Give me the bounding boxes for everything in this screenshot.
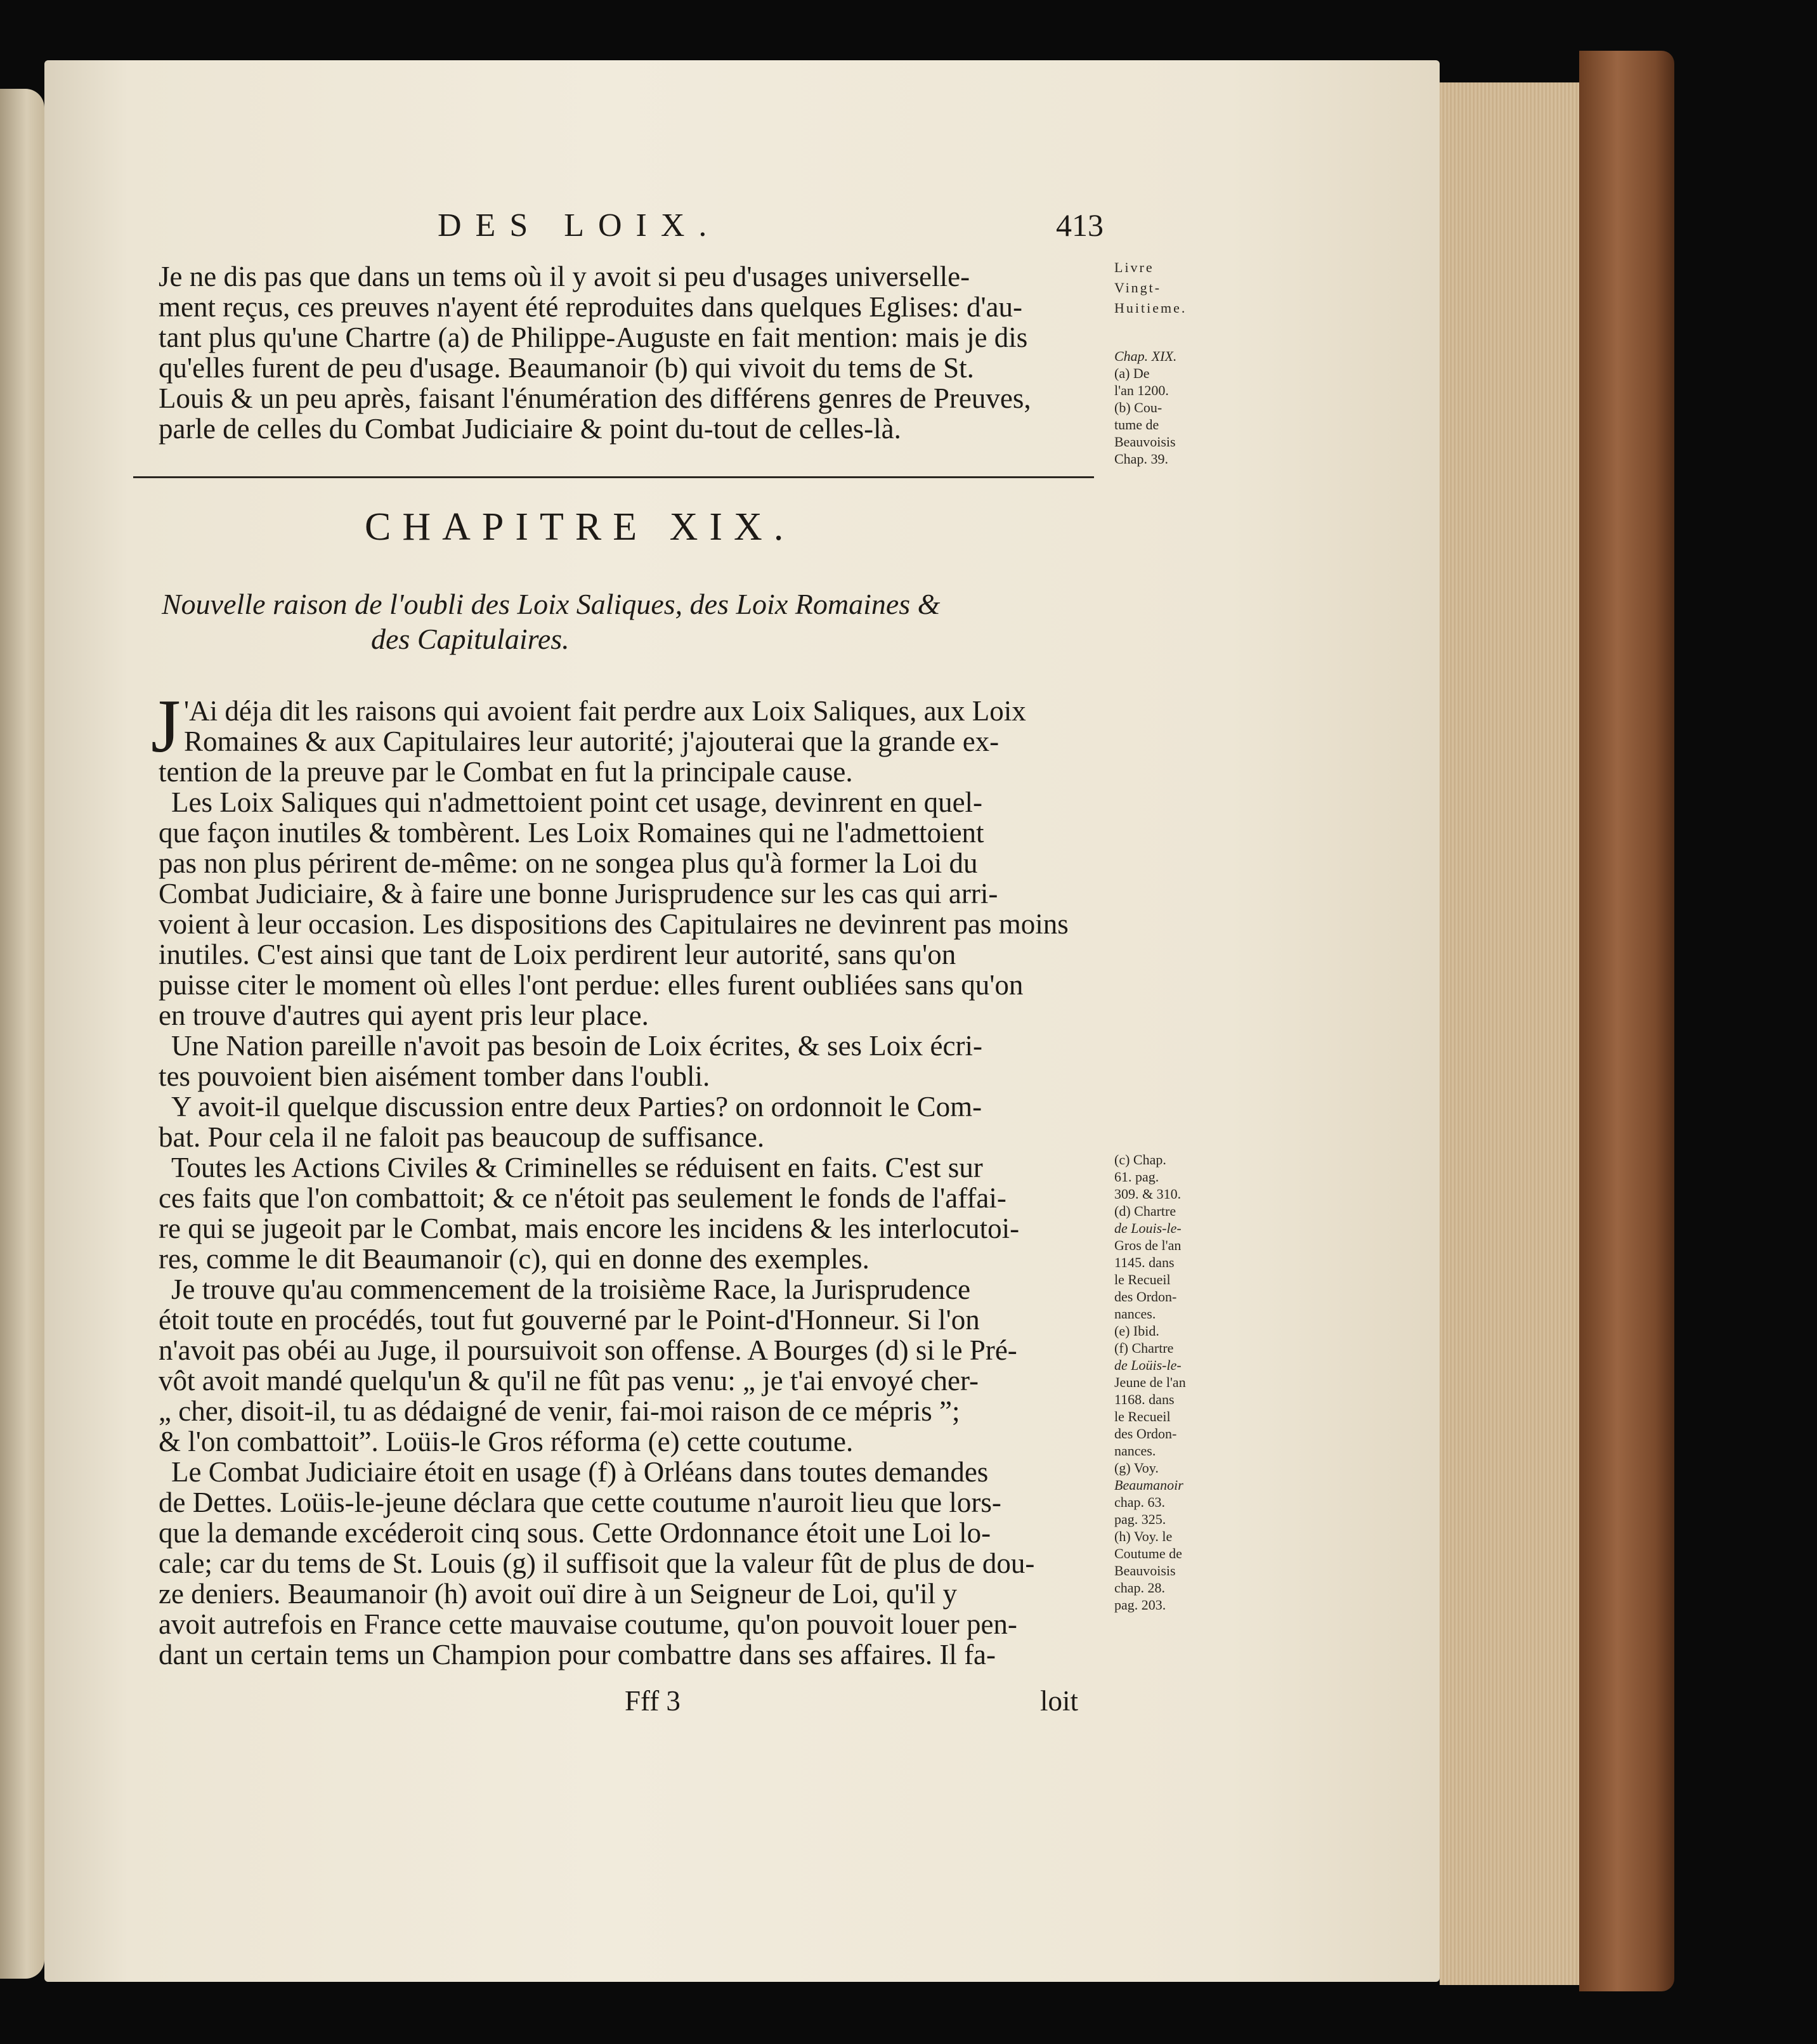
text-line: que la demande excéderoit cinq sous. Cette Ordonnance étoit une Loi lo- bbox=[159, 1517, 991, 1549]
margin-note-line: nances. bbox=[1114, 1306, 1156, 1322]
text-line: Une Nation pareille n'avoit pas besoin de Loix écrites, & ses Loix écri- bbox=[171, 1030, 982, 1062]
text-line: en trouve d'autres qui ayent pris leur place. bbox=[159, 999, 649, 1031]
running-title: DES LOIX. bbox=[438, 207, 721, 244]
margin-note-line: (d) Chartre bbox=[1114, 1203, 1176, 1219]
chapter-heading: CHAPITRE XIX. bbox=[365, 505, 795, 549]
chapter-subtitle: Nouvelle raison de l'oubli des Loix Saliques, des Loix Romaines & bbox=[162, 588, 941, 620]
chapter-subtitle: des Capitulaires. bbox=[371, 623, 570, 655]
text-line: Combat Judiciaire, & à faire une bonne Jurisprudence sur les cas qui arri- bbox=[159, 878, 998, 909]
text-line: Toutes les Actions Civiles & Criminelles se réduisent en faits. C'est sur bbox=[171, 1152, 983, 1183]
book-cover bbox=[1579, 51, 1674, 1991]
margin-note-line: le Recueil bbox=[1114, 1409, 1171, 1424]
book-marker bbox=[1114, 259, 1235, 320]
chapter-body bbox=[159, 694, 1104, 1669]
text-line: Les Loix Saliques qui n'admettoient point cet usage, devinrent en quel- bbox=[171, 786, 983, 818]
text-line: voient à leur occasion. Les dispositions des Capitulaires ne devinrent pas moins bbox=[159, 908, 1069, 940]
text-line: bat. Pour cela il ne faloit pas beaucoup de suffisance. bbox=[159, 1121, 765, 1153]
margin-note-line: (h) Voy. le bbox=[1114, 1528, 1173, 1544]
text-line: de Dettes. Loüis-le-jeune déclara que cette coutume n'auroit lieu que lors- bbox=[159, 1487, 1001, 1518]
text-line: Romaines & aux Capitulaires leur autorité; j'ajouterai que la grande ex- bbox=[184, 726, 1000, 757]
text-line: qu'elles furent de peu d'usage. Beaumanoir (b) qui vivoit du tems de St. bbox=[159, 352, 974, 384]
text-line: tention de la preuve par le Combat en fut la principale cause. bbox=[159, 756, 853, 788]
margin-note-line: Chap. XIX. bbox=[1114, 348, 1177, 364]
margin-note-line: (a) De bbox=[1114, 365, 1150, 381]
text-line: 'Ai déja dit les raisons qui avoient fait perdre aux Loix Saliques, aux Loix bbox=[184, 695, 1026, 727]
margin-note-line: Coutume de bbox=[1114, 1546, 1182, 1561]
text-line: Y avoit-il quelque discussion entre deux Parties? on ordonnoit le Com- bbox=[171, 1091, 982, 1123]
margin-note-line: (c) Chap. bbox=[1114, 1152, 1166, 1168]
margin-note-line: Beauvoisis bbox=[1114, 434, 1176, 450]
text-line: Louis & un peu après, faisant l'énumération des différens genres de Preuves, bbox=[159, 382, 1031, 414]
text-line: tant plus qu'une Chartre (a) de Philippe-Auguste en fait mention: mais je dis bbox=[159, 322, 1028, 353]
page-block-edge bbox=[1440, 82, 1579, 1985]
margin-note-line: de Loüis-le- bbox=[1114, 1357, 1182, 1373]
margin-note-line: le Recueil bbox=[1114, 1272, 1171, 1287]
margin-note-line: 309. & 310. bbox=[1114, 1186, 1182, 1202]
text-line: Le Combat Judiciaire étoit en usage (f) à Orléans dans toutes demandes bbox=[171, 1456, 989, 1488]
catchword: loit bbox=[1040, 1685, 1079, 1717]
text-line: avoit autrefois en France cette mauvaise coutume, qu'on pouvoit louer pen- bbox=[159, 1608, 1017, 1640]
text-line: que façon inutiles & tombèrent. Les Loix Romaines qui ne l'admettoient bbox=[159, 817, 984, 849]
facing-page-edge bbox=[0, 89, 44, 1979]
page-number: 413 bbox=[1056, 207, 1104, 243]
margin-note-line: 61. pag. bbox=[1114, 1169, 1159, 1185]
margin-note-line: Beauvoisis bbox=[1114, 1563, 1176, 1579]
margin-note-line: 1168. dans bbox=[1114, 1391, 1175, 1407]
top-margin-notes bbox=[1114, 348, 1235, 467]
margin-note-line: chap. 63. bbox=[1114, 1494, 1166, 1510]
margin-note-line: Chap. 39. bbox=[1114, 451, 1168, 467]
text-line: pas non plus périrent de-même: on ne songea plus qu'à former la Loi du bbox=[159, 847, 978, 879]
section-rule bbox=[133, 476, 1094, 478]
margin-note-line: des Ordon- bbox=[1114, 1426, 1177, 1442]
margin-note-line: des Ordon- bbox=[1114, 1289, 1177, 1305]
margin-note-line: pag. 203. bbox=[1114, 1597, 1166, 1613]
margin-note-line: de Louis-le- bbox=[1114, 1220, 1182, 1236]
margin-note-line: nances. bbox=[1114, 1443, 1156, 1459]
margin-note-line: (g) Voy. bbox=[1114, 1460, 1159, 1476]
text-line: re qui se jugeoit par le Combat, mais encore les incidens & les interlocutoi- bbox=[159, 1213, 1020, 1244]
text-line: cale; car du tems de St. Louis (g) il suffisoit que la valeur fût de plus de dou- bbox=[159, 1547, 1035, 1579]
text-line: inutiles. C'est ainsi que tant de Loix perdirent leur autorité, sans qu'on bbox=[159, 939, 956, 970]
top-paragraph bbox=[159, 260, 1104, 443]
text-line: n'avoit pas obéi au Juge, il poursuivoit son offense. A Bourges (d) si le Pré- bbox=[159, 1334, 1017, 1366]
text-line: Je trouve qu'au commencement de la troisième Race, la Jurisprudence bbox=[171, 1273, 971, 1305]
book-marker-line: Vingt- bbox=[1114, 280, 1162, 296]
margin-note-line: tume de bbox=[1114, 417, 1159, 433]
margin-note-line: 1145. dans bbox=[1114, 1254, 1175, 1270]
drop-capital: J bbox=[151, 684, 181, 768]
text-line: ment reçus, ces preuves n'ayent été reproduites dans quelques Eglises: d'au- bbox=[159, 291, 1023, 323]
text-line: vôt avoit mandé quelqu'un & qu'il ne fût pas venu: „ je t'ai envoyé cher- bbox=[159, 1365, 979, 1396]
text-line: ces faits que l'on combattoit; & ce n'étoit pas seulement le fonds de l'affai- bbox=[159, 1182, 1006, 1214]
margin-note-line: Beaumanoir bbox=[1114, 1477, 1183, 1493]
text-line: parle de celles du Combat Judiciaire & point du-tout de celles-là. bbox=[159, 413, 901, 445]
text-line: res, comme le dit Beaumanoir (c), qui en donne des exemples. bbox=[159, 1243, 869, 1275]
text-line: tes pouvoient bien aisément tomber dans l'oubli. bbox=[159, 1060, 710, 1092]
book-marker-line: Livre bbox=[1114, 259, 1154, 275]
margin-note-line: (e) Ibid. bbox=[1114, 1323, 1159, 1339]
margin-note-line: chap. 28. bbox=[1114, 1580, 1166, 1596]
margin-note-line: (f) Chartre bbox=[1114, 1340, 1174, 1356]
text-line: ze deniers. Beaumanoir (h) avoit ouï dire à un Seigneur de Loi, qu'il y bbox=[159, 1578, 957, 1610]
margin-note-line: Jeune de l'an bbox=[1114, 1374, 1186, 1390]
margin-note-line: pag. 325. bbox=[1114, 1511, 1166, 1527]
margin-note-line: (b) Cou- bbox=[1114, 400, 1162, 415]
lower-margin-notes bbox=[1114, 1151, 1235, 1613]
text-line: dant un certain tems un Champion pour combattre dans ses affaires. Il fa- bbox=[159, 1639, 996, 1670]
book-marker-line: Huitieme. bbox=[1114, 300, 1187, 316]
text-line: & l'on combattoit”. Loüis-le Gros réforma (e) cette coutume. bbox=[159, 1426, 854, 1457]
signature-mark: Fff 3 bbox=[625, 1685, 681, 1717]
margin-note-line: Gros de l'an bbox=[1114, 1237, 1182, 1253]
margin-note-line: l'an 1200. bbox=[1114, 382, 1169, 398]
text-line: étoit toute en procédés, tout fut gouverné par le Point-d'Honneur. Si l'on bbox=[159, 1304, 980, 1336]
text-line: „ cher, disoit-il, tu as dédaigné de venir, fai-moi raison de ce mépris ”; bbox=[159, 1395, 960, 1427]
text-line: Je ne dis pas que dans un tems où il y avoit si peu d'usages universelle- bbox=[159, 261, 970, 292]
text-line: puisse citer le moment où elles l'ont perdue: elles furent oubliées sans qu'on bbox=[159, 969, 1024, 1001]
